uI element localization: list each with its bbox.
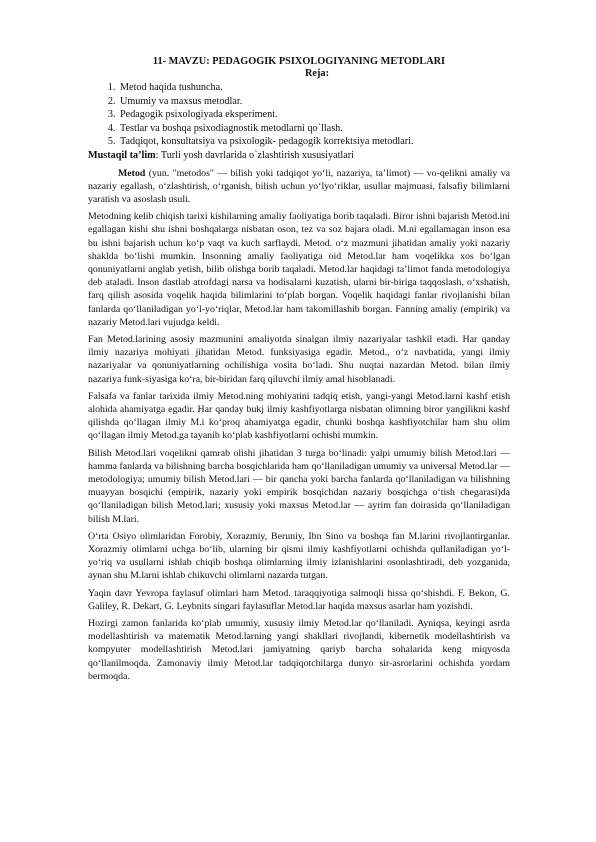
- independent-study-line: [88, 149, 510, 163]
- body-paragraph: Falsafa va fanlar tarixida ilmiy Metod.ning mohiyatini tadqiq etish, yangi-yangi Metod.larni kashf etish alohida ahamiyatga egadir. Har qanday bukj ilmiy kashfiyotlarga nisbatan olimning biror yangilikni kashf qilishda qo‘llagan ilmiy M.i ko‘proq ahamiyatga egadir, chunki boshqa kashfiyotchilar ham shu olim qo‘llagan ilmiy Metod.ga tayanib ko‘plab kashfiyotlarni ochishi mumkin.: [88, 390, 510, 442]
- plan-list: [88, 81, 510, 149]
- body-paragraph: Hozirgi zamon fanlarida ko‘plab umumiy, xususiy ilmiy Metod.lar qo‘llaniladi. Ayniqsa, keyingi asrda modellashtirish va matematik Metod.larning yangi shakllari rivojlandi, kibernetik modellashtirish va kompyuter modellashtirish Metod.lari jamiyatning qariyb barcha sohalarida keng miqyosda qo‘llanilmoqda. Zamonaviy ilmiy Metod.lar tadqiqotchilarga dunyo sir-asrorlarini ochishda yordam bermoqda.: [88, 618, 510, 682]
- term-metod: Metod: [118, 167, 146, 179]
- plan-item: 2. Umumiy va maxsus metodlar.: [118, 95, 510, 109]
- plan-heading: Reja:: [304, 68, 329, 79]
- body-paragraph: Metodning kelib chiqish tarixi kishilarning amaliy faoliyatiga borib taqaladi. Biror ishni bajarish Metod.ini egallagan kishi shu ishni boshqalarga nisbatan oson, tez va soz bajara oladi. M.ni egallamagan inson esa bu ishni bajarish uchun ko‘p vaqt va kuch sarflaydi. Metod. o‘z mazmuni jihatidan amaliy yoki nazariy shaklda bo‘lishi mumkin. Insonning amaliy faoliyatiga oid Metod.lar ham voqelikka xos bo‘lgan qonuniyatlarni anglab yetish, bilib olishga borib taqaladi. Metod.lar haqidagi ta’limot fanda metodologiya deb ataladi. Inson dastlab atrofdagi narsa va hodisalarni kuzatish, ularni bir-biriga taqqoslash, o‘xshatish, farq qilish asosida voqelik haqida bilimlarini to‘plab borgan. Voqelik haqidagi fanlar rivojlanishi bilan fanlarda qo‘llaniladigan yo‘l-yo‘riqlar, Metod.lar ham takomillashib borgan. Fanning amaliy (empirik) va nazariy Metod.lari vujudga keldi.: [88, 211, 510, 328]
- independent-study-text: : Turli yosh davrlarida o`zlashtirish xususiyatlari: [155, 149, 354, 161]
- document-page: [88, 56, 510, 687]
- plan-item: 5. Tadqiqot, konsultatsiya va psixologik- pedagogik korrektsiya metodlari.: [118, 135, 510, 149]
- body-paragraph: O‘rta Osiyo olimlaridan Forobiy, Xorazmiy, Beruniy, Ibn Sino va boshqa fan M.larini rivojlantirganlar. Xorazmiy olimlarni uchga bo‘lib, ularning bir qismi ilmiy kashfiyotlarni ochishda qullaniladigan yo‘l-yo‘riq va usullarni ishlab chiqib boshqa olimlarning ilmiy izlanishlarini osonlashtiradi, deb yozganida, aynan shu M.larni ishlab chikuvchi olimlarni nazarda tutgan.: [88, 530, 510, 582]
- body-paragraph: Fan Metod.larining asosiy mazmunini amaliyotda sinalgan ilmiy nazariyalar tashkil etadi. Har qanday ilmiy nazariya mohiyati jihatidan Metod. funksiyasiga egadir. Metod., o‘z navbatida, yangi ilmiy nazariyalar va qonuniyatlarning ochilishiga vosita bo‘ladi. Shu nuqtai nazardan Metod. bilan ilmiy nazariya funk-siyasiga ko‘ra, bir-biridan farq qiluvchi ilmiy amal hisoblanadi.: [88, 334, 510, 385]
- intro-paragraph: [88, 167, 510, 207]
- body-paragraph: Bilish Metod.lari voqelikni qamrab olishi jihatidan 3 turga bo‘linadi: yalpi umumiy bilish Metod.lari — hamma fanlarda va bilishning barcha bosqichlarida ham qo‘llaniladigan umumiy va universal Metod.lar — metodologiya; umumiy bilish Metod.lari — bir qancha yoki barcha fanlarda qo‘llaniladigan va bilishning muayyan bosqichi (empirik, nazariy yoki empirik bosqichdan nazariy bosqichga o‘tish chegarasi)da qo‘llaniladigan bilish Metod.lari; xususiy yoki maxsus Metod.lar — ayrim fan doirasida qo‘llaniladigan bilish M.lari.: [88, 447, 510, 525]
- plan-item: 1. Metod haqida tushuncha.: [118, 81, 510, 95]
- plan-item: 4. Testlar va boshqa psixodiagnostik metodlarni qo`llash.: [118, 122, 510, 136]
- body-paragraph: Yaqin davr Yevropa faylasuf olimlari ham Metod. taraqqiyotiga salmoqli hissa qo‘shishdi. F. Bekon, G. Galiley, R. Dekart, G. Leybnits singari faylasuflar Metod.lar haqida maxsus asarlar ham yozishdi.: [88, 587, 510, 612]
- intro-definition: (yun. "metodos" — bilish yoki tadqiqot yo‘li, nazariya, ta’limot) — vo-qelikni amaliy va nazariy egallash, o‘zlashtirish, o‘rganish, bilish uchun yo‘lyo‘riklar, usullar majmuasi, falsafiy bilimlarni yaratish va asoslash usuli.: [88, 167, 510, 205]
- independent-study-label: Mustaqil ta’lim: [88, 149, 156, 161]
- plan-item: 3. Pedagogik psixologiyada eksperiment.: [118, 108, 510, 122]
- page-title: 11- MAVZU: PEDAGOGIK PSIXOLOGIYANING METODLARI: [152, 56, 446, 67]
